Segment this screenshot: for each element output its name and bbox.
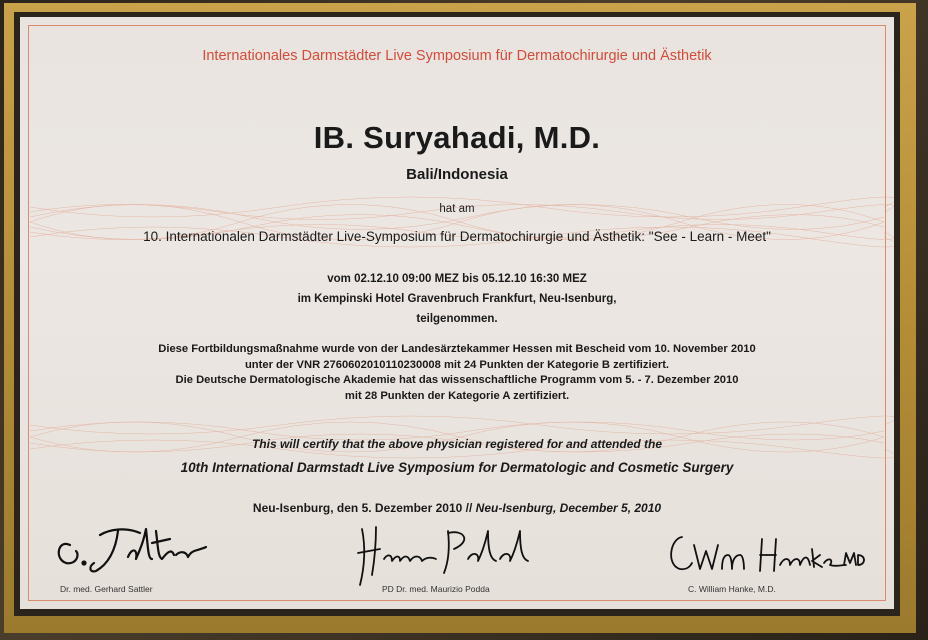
cme-line: mit 28 Punkten der Kategorie A zertifiziert. bbox=[344, 389, 570, 402]
cme-line: Die Deutsche Dermatologische Akademie hat das wissenschaftliche Programm vom 5. - 7. Dezember 2010 bbox=[175, 374, 739, 386]
event-venue: im Kempinski Hotel Gravenbruch Frankfurt, Neu-Isenburg, bbox=[297, 293, 617, 305]
dateline-english: Neu-Isenburg, December 5, 2010 bbox=[475, 501, 662, 515]
certificate-header: Internationales Darmstädter Live Symposium für Dermatochirurgie und Ästhetik bbox=[202, 48, 712, 64]
event-dates: vom 02.12.10 09:00 MEZ bis 05.12.10 16:30 MEZ bbox=[327, 273, 587, 285]
dateline bbox=[20, 501, 894, 515]
certify-statement: This will certify that the above physician registered for and attended the bbox=[251, 437, 663, 451]
signature-label-hanke: C. William Hanke, M.D. bbox=[688, 584, 776, 594]
symposium-title-english: 10th International Darmstadt Live Symposium for Dermatologic and Cosmetic Surgery bbox=[180, 460, 734, 475]
cme-line: Diese Fortbildungsmaßnahme wurde von der Landesärztekammer Hessen mit Bescheid vom 10. November 2010 bbox=[158, 343, 756, 355]
cme-line: unter der VNR 2760602010110230008 mit 24 Punkten der Kategorie B zertifiziert. bbox=[244, 358, 670, 371]
signature-sattler bbox=[48, 517, 218, 577]
certificate-paper bbox=[20, 17, 894, 609]
signature-hanke bbox=[660, 525, 870, 580]
signature-label-podda: PD Dr. med. Maurizio Podda bbox=[382, 584, 490, 594]
attended-text: teilgenommen. bbox=[416, 313, 498, 325]
recipient-location: Bali/Indonesia bbox=[406, 166, 508, 183]
cme-accreditation bbox=[20, 342, 894, 404]
signature-podda bbox=[350, 519, 540, 589]
guilloche-band-top bbox=[20, 187, 894, 257]
intro-text: hat am bbox=[439, 203, 475, 215]
dateline-german: Neu-Isenburg, den 5. Dezember 2010 // bbox=[252, 501, 473, 515]
signature-label-sattler: Dr. med. Gerhard Sattler bbox=[60, 584, 153, 594]
recipient-name: IB. Suryahadi, M.D. bbox=[313, 120, 601, 155]
symposium-title: 10. Internationalen Darmstädter Live-Symposium für Dermatochirurgie und Ästhetik: "See - Learn - Meet" bbox=[143, 229, 771, 244]
